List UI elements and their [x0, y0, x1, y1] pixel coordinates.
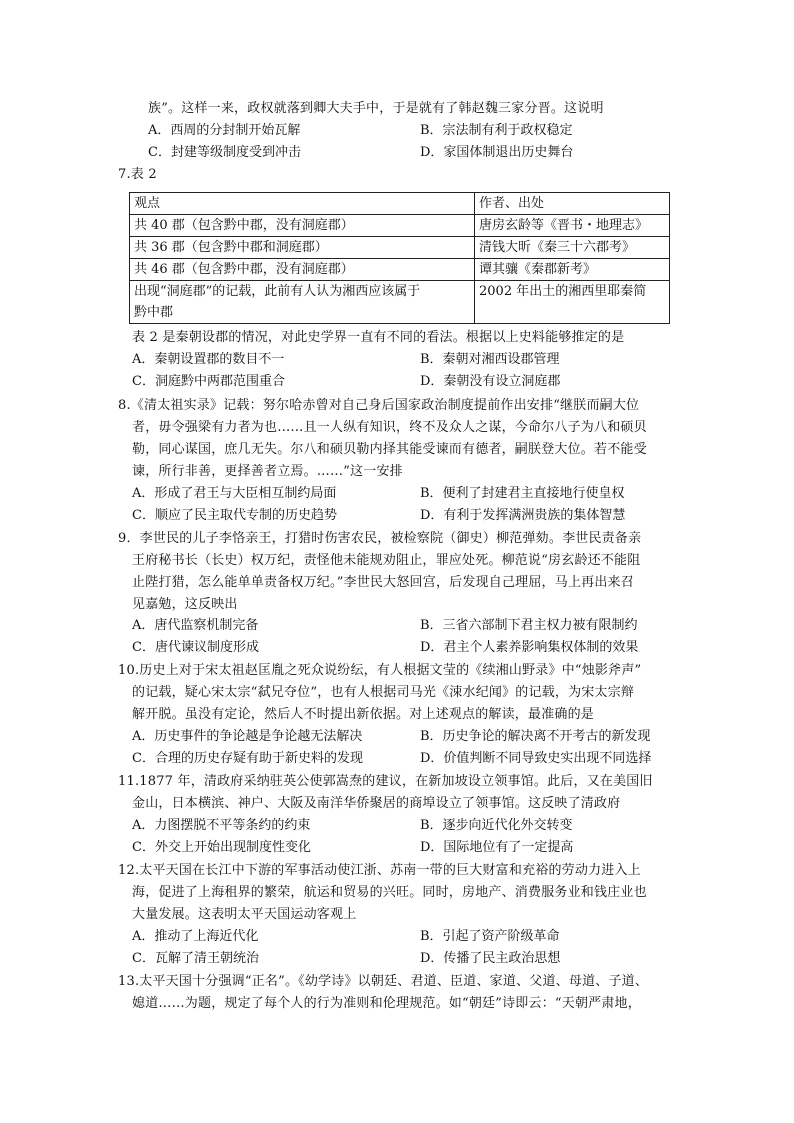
- q12-option-a: A．推动了上海近代化: [132, 929, 259, 944]
- table-cell-view: 共 36 郡（包含黔中郡和洞庭郡）: [130, 237, 475, 259]
- table-cell-view: 共 46 郡（包含黔中郡，没有洞庭郡）: [130, 259, 475, 281]
- q9-option-d: D．君主个人素养影响集权体制的效果: [420, 640, 639, 655]
- q8-option-b: B．便利了封建君主直接地行使皇权: [420, 486, 625, 501]
- table-cell-source: 清钱大昕《秦三十六郡考》: [475, 237, 670, 259]
- q7-heading: 7.表 2: [118, 167, 157, 182]
- q10-option-d: D．价值判断不同导致史实出现不同选择: [420, 751, 652, 766]
- q12-option-c: C．瓦解了清王朝统治: [132, 951, 259, 966]
- table-cell-source: 唐房玄龄等《晋书・地理志》: [475, 215, 670, 237]
- q8-stem-line: 谏，所行非善，更择善者立焉。……”这一安排: [132, 464, 403, 479]
- q11-option-c: C．外交上开始出现制度性变化: [132, 840, 311, 855]
- q6-option-c: C．封建等级制度受到冲击: [148, 145, 301, 160]
- q10-stem-line: 10.历史上对于宋太祖赵匡胤之死众说纷纭，有人根据文莹的《续湘山野录》中“烛影斧声”: [118, 663, 642, 678]
- table-row: [130, 215, 670, 237]
- q9-stem-line: 王府秘书长（长史）权万纪，责怪他未能规劝阻止，罪应处死。柳范说“房玄龄还不能阻: [132, 553, 641, 568]
- q8-stem-line: 8.《清太祖实录》记载：努尔哈赤曾对自己身后国家政治制度提前作出安排“继朕而嗣大位: [118, 398, 640, 413]
- q7-table: [129, 192, 670, 324]
- q7-option-d: D．秦朝没有设立洞庭郡: [420, 374, 561, 389]
- table-cell-source: 谭其骧《秦郡新考》: [475, 259, 670, 281]
- table-cell-view-line1: 出现“洞庭郡”的记载，此前有人认为湘西应该属于: [134, 284, 421, 299]
- table-header-view: 观点: [130, 193, 475, 215]
- q12-stem-line: 12.太平天国在长江中下游的军事活动使江浙、苏南一带的巨大财富和充裕的劳动力进入上: [118, 863, 641, 878]
- table-cell-view: [130, 281, 475, 324]
- table-row: [130, 237, 670, 259]
- q12-option-d: D．传播了民主政治思想: [420, 951, 561, 966]
- q11-option-b: B．逐步向近代化外交转变: [420, 818, 573, 833]
- q9-option-c: C．唐代谏议制度形成: [132, 640, 259, 655]
- q6-option-b: B．宗法制有利于政权稳定: [420, 123, 573, 138]
- q8-stem-line: 者，毋令强梁有力者为也……且一人纵有知识，终不及众人之谋，今命尔八子为八和硕贝: [132, 420, 647, 435]
- q13-stem-line: 13.太平天国十分强调“正名”。《幼学诗》以朝廷、君道、臣道、家道、父道、母道、子道、: [118, 974, 649, 989]
- q12-stem-line: 海，促进了上海租界的繁荣，航运和贸易的兴旺。同时，房地产、消费服务业和钱庄业也: [132, 885, 647, 900]
- q9-stem-line: 止陛打猎，怎么能单单责备权万纪。”李世民大怒回宫，后发现自己理屈，马上再出来召: [132, 575, 634, 590]
- q10-stem-line: 解开脱。虽没有定论，然后人不时提出新依据。对上述观点的解读，最准确的是: [132, 707, 595, 722]
- q11-stem-line: 11.1877 年，清政府采纳驻英公使郭嵩焘的建议，在新加坡设立领事馆。此后，又在美国旧: [118, 774, 653, 789]
- q12-stem-line: 大量发展。这表明太平天国运动客观上: [132, 907, 357, 922]
- q8-option-a: A．形成了君王与大臣相互制约局面: [132, 486, 337, 501]
- q8-option-c: C．顺应了民主取代专制的历史趋势: [132, 508, 337, 523]
- table-header-source: 作者、出处: [475, 193, 670, 215]
- q6-option-a: A．西周的分封制开始瓦解: [148, 123, 301, 138]
- q7-option-b: B．秦朝对湘西设郡管理: [420, 352, 560, 367]
- table-header-row: [130, 193, 670, 215]
- table-cell-view-line2: 黔中郡: [134, 305, 174, 320]
- q6-stem-continuation: 族”。这样一来，政权就落到卿大夫手中，于是就有了韩赵魏三家分晋。这说明: [148, 101, 604, 116]
- q9-stem-line: 见嘉勉，这反映出: [132, 597, 238, 612]
- q8-stem-line: 勒，同心谋国，庶几无失。尔八和硕贝勒内择其能受谏而有德者，嗣朕登大位。若不能受: [132, 442, 647, 457]
- table-row: [130, 259, 670, 281]
- q10-option-c: C．合理的历史存疑有助于新史料的发现: [132, 751, 363, 766]
- table-cell-view: 共 40 郡（包含黔中郡，没有洞庭郡）: [130, 215, 475, 237]
- q6-option-d: D．家国体制退出历史舞台: [420, 145, 574, 160]
- q11-option-a: A．力图摆脱不平等条约的约束: [132, 818, 311, 833]
- q11-option-d: D．国际地位有了一定提高: [420, 840, 574, 855]
- q7-stem: 表 2 是秦朝设郡的情况，对此史学界一直有不同的看法。根据以上史料能够推定的是: [132, 330, 625, 345]
- q12-option-b: B．引起了资产阶级革命: [420, 929, 560, 944]
- q7-option-c: C．洞庭黔中两郡范围重合: [132, 374, 285, 389]
- q13-stem-line: 媳道……为题，规定了每个人的行为准则和伦理规范。如“朝廷”诗即云：“天朝严肃地，: [132, 996, 641, 1011]
- q9-stem-line: 9．李世民的儿子李恪亲王，打猎时伤害农民，被检察院（御史）柳范弹劾。李世民责备亲: [118, 531, 642, 546]
- table-cell-source: 2002 年出土的湘西里耶秦简: [475, 281, 670, 324]
- q10-option-b: B．历史争论的解决离不开考古的新发现: [420, 729, 651, 744]
- q10-option-a: A．历史事件的争论越是争论越无法解决: [132, 729, 363, 744]
- q9-option-a: A．唐代监察机制完备: [132, 618, 259, 633]
- q7-option-a: A．秦朝设置郡的数目不一: [132, 352, 285, 367]
- q8-option-d: D．有利于发挥满洲贵族的集体智慧: [420, 508, 626, 523]
- q10-stem-line: 的记载，疑心宋太宗“弑兄夺位”，也有人根据司马光《涑水纪闻》的记载，为宋太宗辩: [132, 685, 635, 700]
- q11-stem-line: 金山，日本横滨、神户、大阪及南洋华侨聚居的商埠设立了领事馆。这反映了清政府: [132, 796, 621, 811]
- q9-option-b: B．三省六部制下君主权力被有限制约: [420, 618, 638, 633]
- table-row: [130, 281, 670, 324]
